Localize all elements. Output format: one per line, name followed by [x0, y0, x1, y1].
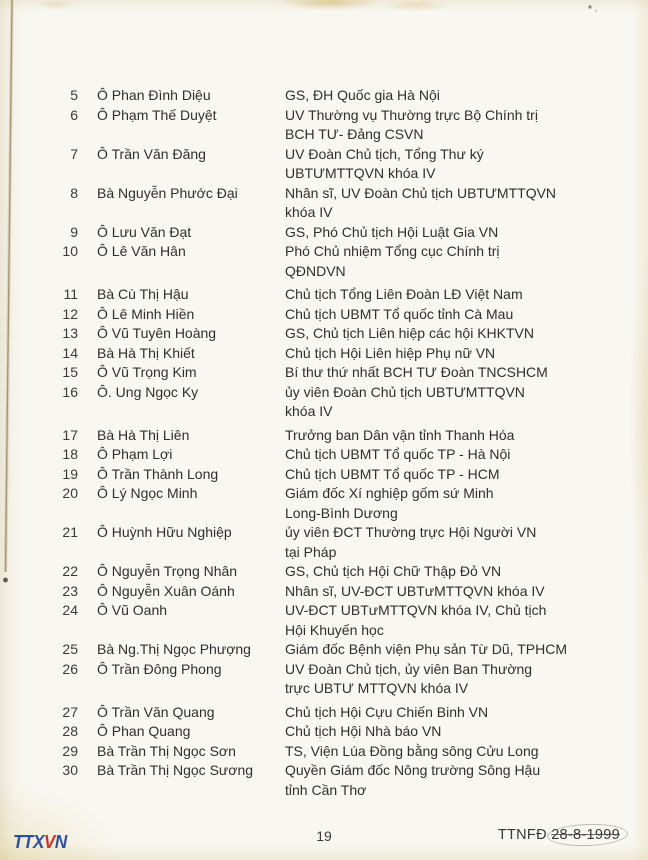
list-entry: [0, 601, 648, 640]
entry-number: 27: [62, 703, 78, 720]
page-footer: [0, 812, 648, 860]
entry-number: 6: [70, 106, 78, 123]
entry-role: [285, 465, 648, 485]
entry-role: [285, 426, 648, 446]
entry-role: [285, 184, 648, 223]
list-entry: [0, 145, 648, 184]
entry-name: Ô Lê Minh Hiền: [97, 305, 195, 322]
entry-number: 5: [70, 87, 78, 103]
logo-text-n: N: [54, 832, 67, 852]
entry-number: 19: [62, 465, 78, 482]
entry-name: Ô Nguyễn Xuân Oánh: [97, 582, 235, 599]
entry-role-line: ủy viên Đoàn Chủ tịch UBTƯMTTQVN: [285, 383, 525, 400]
entry-name: Ô Huỳnh Hữu Nghiệp: [97, 524, 232, 540]
entry-number: 16: [62, 383, 78, 400]
entry-name: Ô Trần Đông Phong: [97, 660, 222, 677]
entry-number: 7: [70, 145, 78, 162]
list-entry: [0, 242, 648, 281]
list-entry: [0, 445, 648, 465]
entry-name: Ô Phạm Lợi: [97, 446, 173, 462]
list-entry: [0, 106, 648, 145]
entry-role: [285, 344, 648, 364]
entry-role-line: trực UBTƯ MTTQVN khóa IV: [285, 680, 469, 696]
entry-role-line: GS, Chủ tịch Liên hiệp các hội KHKTVN: [285, 325, 535, 341]
entry-name: Ô. Ung Ngọc Ky: [97, 383, 199, 400]
entry-role-line: Giám đốc Bệnh viện Phụ sản Từ Dũ, TPHCM: [285, 641, 567, 657]
entry-role-line: UV Đoàn Chủ tịch, Tổng Thư ký: [285, 145, 484, 162]
entry-number: 14: [62, 344, 78, 361]
list-entry: [0, 184, 648, 223]
entry-role: [285, 383, 648, 422]
entry-role-line: Nhân sĩ, UV-ĐCT UBTưMTTQVN khóa IV: [285, 582, 545, 599]
list-entry: [0, 383, 648, 422]
entry-name: Ô Phạm Thế Duyệt: [97, 106, 217, 123]
entry-role-line: GS, Phó Chủ tịch Hội Luật Gia VN: [285, 223, 499, 240]
entry-number: 22: [62, 563, 78, 579]
entry-name: Ô Trần Văn Đăng: [97, 145, 206, 162]
entry-name: Ô Phan Quang: [97, 723, 191, 739]
entry-number: 17: [62, 426, 78, 443]
list-entry: [0, 223, 648, 243]
entry-number: 28: [62, 723, 78, 739]
list-entry: [0, 523, 648, 562]
entry-role: [285, 703, 648, 723]
entry-role: [285, 761, 648, 800]
entry-number: 21: [62, 524, 78, 540]
entry-role-line: Nhân sĩ, UV Đoàn Chủ tịch UBTƯMTTQVN: [285, 184, 557, 201]
entry-role-line: Chủ tịch Tổng Liên Đoàn LĐ Việt Nam: [285, 286, 523, 302]
entry-number: 23: [62, 582, 78, 599]
entry-name: Ô Lý Ngọc Minh: [97, 485, 198, 501]
entry-number: 24: [62, 602, 78, 618]
entry-role: [285, 523, 648, 562]
entry-name: Bà Ng.Thị Ngọc Phượng: [97, 641, 251, 657]
entry-role: [285, 86, 648, 106]
entry-role: [285, 145, 648, 184]
entry-role-line: Chủ tịch UBMT Tổ quốc TP - Hà Nội: [285, 446, 511, 462]
list-entry: [0, 660, 648, 699]
entry-number: 30: [62, 762, 78, 778]
entry-number: 25: [62, 641, 78, 657]
entry-name: Ô Vũ Trọng Kim: [97, 364, 197, 380]
entry-role-line: Trưởng ban Dân vận tỉnh Thanh Hóa: [285, 426, 515, 443]
entry-role-line: UBTƯMTTQVN khóa IV: [285, 165, 436, 181]
entry-name: Ô Vũ Oanh: [97, 602, 168, 618]
entry-role-line: Giám đốc Xí nghiệp gốm sứ Minh: [285, 485, 494, 501]
entry-role: [285, 722, 648, 742]
entry-name: Ô Trần Văn Quang: [97, 703, 215, 720]
entry-role: [285, 242, 648, 281]
entry-role-line: QĐNDVN: [285, 262, 346, 279]
entry-role: [285, 562, 648, 582]
stamp-date: 28-8-1999: [551, 827, 620, 843]
entry-role-line: khóa IV: [285, 403, 333, 419]
entry-role-line: ủy viên ĐCT Thường trực Hội Người VN: [285, 524, 537, 540]
list-entry: [0, 465, 648, 485]
entry-role: [285, 484, 648, 523]
entry-name: Ô Phan Đình Diệu: [97, 87, 211, 103]
entry-role-line: Bí thư thứ nhất BCH TƯ Đoàn TNCSHCM: [285, 364, 548, 380]
entry-name: Ô Lưu Văn Đạt: [97, 223, 192, 240]
entry-role-line: UV Thường vụ Thường trực Bộ Chính trị: [285, 106, 538, 123]
list-entry: [0, 742, 648, 762]
list-entry: [0, 761, 648, 800]
entry-name: Bà Cù Thị Hậu: [97, 286, 189, 302]
entry-role: [285, 324, 648, 344]
list-entry: [0, 344, 648, 364]
list-entry: [0, 703, 648, 723]
list-entry: [0, 484, 648, 523]
list-entry: [0, 722, 648, 742]
entry-number: 12: [62, 305, 78, 322]
entry-name: Ô Trần Thành Long: [97, 465, 219, 482]
list-entry: [0, 305, 648, 325]
entry-role-line: Hội Khuyến học: [285, 621, 384, 638]
entry-role-line: GS, ĐH Quốc gia Hà Nội: [285, 87, 440, 103]
date-stamp: [498, 827, 620, 843]
entry-number: 8: [70, 184, 78, 201]
page-number: 19: [316, 828, 332, 844]
entry-role: [285, 305, 648, 325]
stamp-prefix: TTNFĐ: [497, 827, 547, 843]
entry-number: 29: [62, 742, 78, 759]
entry-role-line: GS, Chủ tịch Hội Chữ Thập Đỏ VN: [285, 563, 502, 579]
entry-role-line: Chủ tịch UBMT Tổ quốc tỉnh Cà Mau: [285, 305, 514, 322]
entry-name: Bà Hà Thị Liên: [97, 426, 190, 443]
entry-role-line: BCH TƯ- Đảng CSVN: [285, 126, 424, 142]
entry-name: Ô Lê Văn Hân: [97, 243, 186, 259]
entry-role: [285, 582, 648, 602]
list-entry: [0, 363, 648, 383]
logo-text-ttx: TTX: [13, 832, 44, 852]
entry-number: 26: [62, 660, 78, 677]
entry-role: [285, 285, 648, 305]
entry-number: 20: [62, 485, 78, 501]
entry-role: [285, 640, 648, 660]
list-entry: [0, 640, 648, 660]
list-entry: [0, 582, 648, 602]
entry-role-line: khóa IV: [285, 204, 333, 220]
entry-name: Bà Trần Thị Ngọc Sơn: [97, 742, 236, 759]
entry-name: Bà Trần Thị Ngọc Sương: [97, 762, 254, 778]
entry-number: 11: [63, 286, 78, 302]
list-entry: [0, 426, 648, 446]
list-entry: [0, 324, 648, 344]
entry-number: 15: [62, 364, 78, 380]
entry-role-line: Long-Bình Dương: [285, 504, 398, 521]
entry-role: [285, 445, 648, 465]
entry-role: [285, 106, 648, 145]
entry-role-line: TS, Viện Lúa Đồng bằng sông Cửu Long: [285, 742, 539, 759]
entry-role: [285, 363, 648, 383]
entry-role-line: Chủ tịch Hội Cựu Chiến Binh VN: [285, 703, 489, 720]
list-entry: [0, 562, 648, 582]
list-entry: [0, 285, 648, 305]
entry-name: Ô Nguyễn Trọng Nhân: [97, 563, 238, 579]
entry-role-line: Phó Chủ nhiệm Tổng cục Chính trị: [285, 243, 500, 259]
entry-number: 18: [62, 446, 78, 462]
entry-role-line: Chủ tịch UBMT Tổ quốc TP - HCM: [285, 465, 500, 482]
logo-text-v: V: [43, 832, 55, 852]
entry-role-line: UV-ĐCT UBTưMTTQVN khóa IV, Chủ tịch: [285, 602, 547, 618]
entry-role-line: Chủ tịch Hội Liên hiệp Phụ nữ VN: [285, 344, 496, 361]
entry-name: Bà Nguyễn Phước Đại: [97, 184, 238, 201]
entry-role-line: Chủ tịch Hội Nhà báo VN: [285, 723, 442, 739]
entry-number: 10: [62, 243, 78, 259]
entry-role: [285, 742, 648, 762]
entry-number: 13: [62, 325, 78, 341]
list-entry: [0, 86, 648, 106]
entry-role: [285, 660, 648, 699]
entry-number: 9: [70, 223, 78, 240]
entry-name: Ô Vũ Tuyên Hoàng: [97, 325, 217, 341]
entry-role-line: UV Đoàn Chủ tịch, ủy viên Ban Thường: [285, 660, 533, 677]
entry-name: Bà Hà Thị Khiết: [97, 344, 195, 361]
entry-role-line: tại Pháp: [285, 543, 337, 560]
entry-role-line: tỉnh Cần Thơ: [285, 781, 367, 798]
entry-role: [285, 223, 648, 243]
entry-role-line: Quyền Giám đốc Nông trường Sông Hậu: [285, 762, 541, 778]
entry-role: [285, 601, 648, 640]
